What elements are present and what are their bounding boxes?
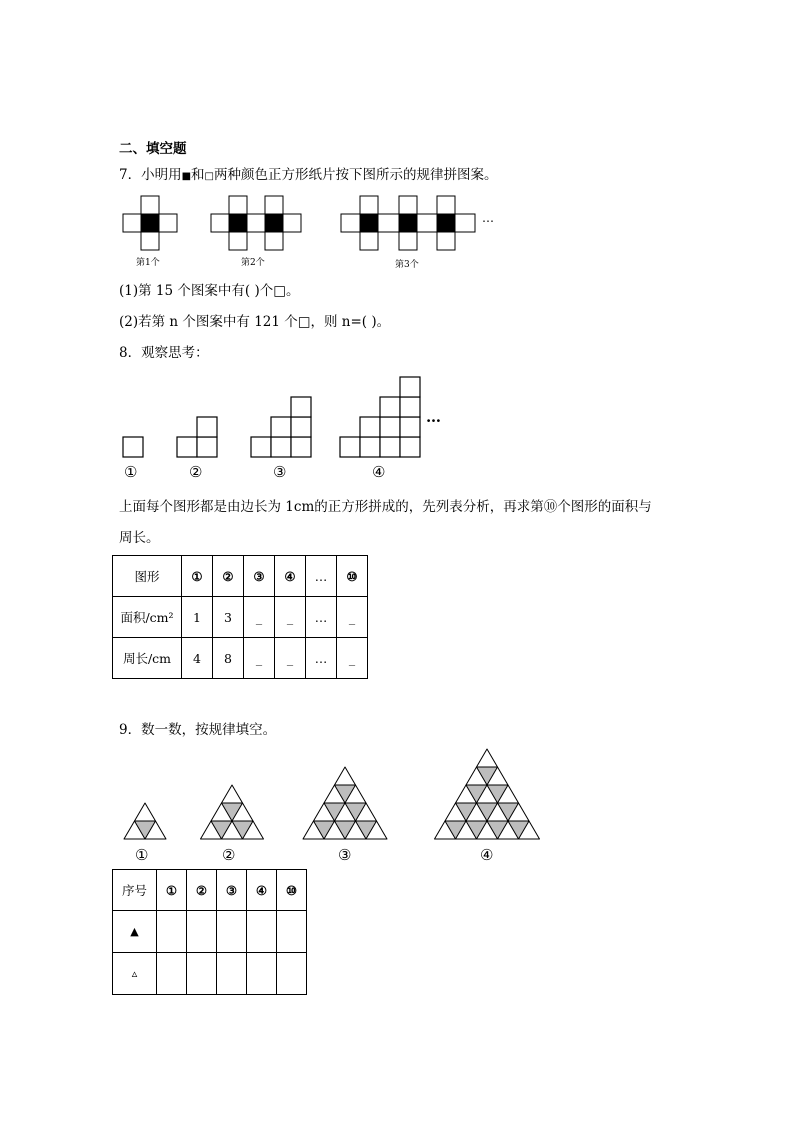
q7-pattern-figure (0, 0, 400, 80)
q8-cell[interactable]: _ (244, 597, 275, 638)
q8-cell: … (306, 597, 337, 638)
table-row (113, 953, 307, 995)
q8-cell: 3 (213, 597, 244, 638)
q8-cell[interactable]: _ (244, 638, 275, 679)
q9-title: 9．数一数，按规律填空。 (119, 722, 277, 738)
q9-header-cell: ③ (217, 870, 247, 911)
q9-header-cell: 序号 (113, 870, 157, 911)
q8-fig-label-3: ③ (273, 463, 287, 481)
q8-cell: 1 (182, 597, 213, 638)
q9-fig2 (201, 785, 264, 839)
q8-cell[interactable]: _ (275, 597, 306, 638)
q9-table-header-row (113, 870, 307, 911)
q8-cell[interactable]: _ (337, 638, 368, 679)
q9-fig4 (435, 749, 540, 839)
q8-table (112, 555, 368, 679)
q8-fig4 (340, 377, 420, 457)
q9-header-cell: ① (157, 870, 187, 911)
q8-title: 8．观察思考： (119, 345, 209, 361)
section-title: 二、填空题 (119, 141, 187, 157)
q9-fig-label-4: ④ (480, 846, 494, 864)
q7-fig-label-1: 第1个 (136, 258, 160, 268)
q8-cell: 8 (213, 638, 244, 679)
q8-cell: 4 (182, 638, 213, 679)
q9-triangle-figures (0, 744, 794, 844)
q8-fig-label-1: ① (124, 463, 138, 481)
q7-sub1: (1)第 15 个图案中有( )个□。 (119, 283, 300, 299)
q8-header-cell: ⑩ (337, 556, 368, 597)
q8-ellipsis: … (426, 408, 441, 426)
q9-header-cell: ④ (247, 870, 277, 911)
table-row (113, 597, 368, 638)
q8-staircase-figures (0, 370, 794, 470)
q9-cell[interactable] (157, 953, 187, 995)
q8-fig-label-2: ② (189, 463, 203, 481)
q8-cell: … (306, 638, 337, 679)
q7-fig-label-2: 第2个 (241, 258, 265, 268)
q9-row-label-filled-triangle: ▲ (113, 911, 157, 953)
q8-fig-label-4: ④ (372, 463, 386, 481)
q7-mid: 和 (191, 167, 205, 183)
q7-ellipsis: … (482, 211, 496, 225)
q9-header-cell: ② (187, 870, 217, 911)
q9-cell[interactable] (187, 953, 217, 995)
q8-header-cell: ④ (275, 556, 306, 597)
q9-cell[interactable] (247, 953, 277, 995)
q9-fig-label-3: ③ (338, 846, 352, 864)
q8-header-cell: 图形 (113, 556, 182, 597)
q9-fig3 (303, 767, 387, 839)
q8-row-label: 面积/cm² (113, 597, 182, 638)
q7-suffix: 两种颜色正方形纸片按下图所示的规律拼图案。 (214, 167, 498, 183)
table-row (113, 911, 307, 953)
q9-header-cell: ⑩ (277, 870, 307, 911)
black-square-glyph: ■ (181, 171, 192, 182)
q9-fig-label-1: ① (135, 846, 149, 864)
q7-prefix: 7．小明用 (119, 167, 182, 183)
q8-cell[interactable]: _ (275, 638, 306, 679)
q8-header-cell: … (306, 556, 337, 597)
q8-header-cell: ② (213, 556, 244, 597)
q8-row-label: 周长/cm (113, 638, 182, 679)
q8-desc-line1: 上面每个图形都是由边长为 1cm的正方形拼成的，先列表分析，再求第⑩个图形的面积与 (119, 499, 652, 515)
q9-cell[interactable] (277, 953, 307, 995)
q9-cell[interactable] (217, 953, 247, 995)
q9-cell[interactable] (157, 911, 187, 953)
pattern-2 (211, 196, 301, 250)
q8-fig2 (177, 417, 217, 457)
pattern-3 (341, 196, 475, 250)
q9-fig-label-2: ② (222, 846, 236, 864)
white-square-glyph: □ (204, 171, 214, 182)
q8-header-cell: ③ (244, 556, 275, 597)
q8-cell[interactable]: _ (337, 597, 368, 638)
q8-table-header-row (113, 556, 368, 597)
q9-cell[interactable] (277, 911, 307, 953)
q9-cell[interactable] (217, 911, 247, 953)
q9-table (112, 869, 307, 995)
q9-row-label-hollow-triangle: ▵ (113, 953, 157, 995)
q9-cell[interactable] (247, 911, 277, 953)
pattern-1 (123, 196, 177, 250)
q9-cell[interactable] (187, 911, 217, 953)
q8-fig3 (251, 397, 311, 457)
q7-fig-label-3: 第3个 (395, 260, 419, 270)
q7-prompt (119, 166, 498, 186)
q8-header-cell: ① (182, 556, 213, 597)
q8-fig1-square (123, 437, 143, 457)
q7-sub2: (2)若第 n 个图案中有 121 个□，则 n=( )。 (119, 314, 391, 330)
q9-fig1 (124, 803, 166, 839)
table-row (113, 638, 368, 679)
q8-desc-line2: 周长。 (119, 530, 160, 546)
